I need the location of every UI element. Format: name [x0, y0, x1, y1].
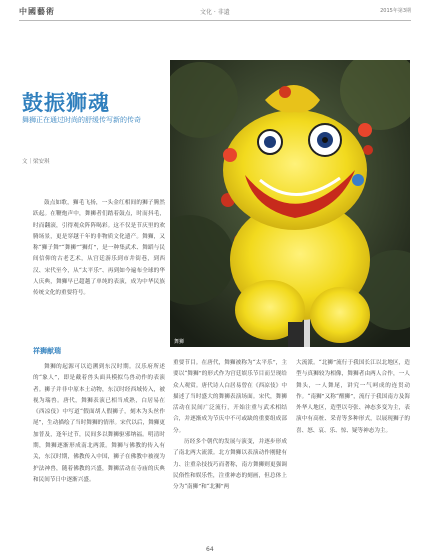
column-2-paragraph-2: 历经多个朝代的发展与演变，并逐步形成了南北两大流派。北方舞狮以表演动作刚健有力、注重杂技技巧而著称，南方舞狮则更强调民俗性和娱乐性，注重神态的刻画，但总体上分为“南狮”和“北狮”两 [173, 439, 287, 491]
article-subtitle: 舞狮正在通过时尚的舒缓传写新的传奇 [22, 116, 141, 124]
article-title: 鼓振狮魂 [22, 90, 110, 115]
section-label: 文化 · 非遺 [200, 9, 230, 16]
article-intro: 鼓点如歌，狮毛飞扬，一头金红相间的狮子腾然跃起。在鞭炮声中，舞狮者们踏着鼓点，时而抖毛，时而翻滚，引得观众阵阵喝彩。这不仅是节庆里的欢腾场景，更是穿越千年的非物质文化遗产。舞狮，又称“狮子舞”“舞狮”“狮灯”，是一种集武术、舞蹈与民间信仰的古老艺术，从宫廷游乐到市井街巷，到西汉、宋代至今，从“太平乐”、再到如今遍布全球的华人庆典，舞狮早已超越了单纯的表演，成为中华民族传统文化的重要符号。 [33, 200, 165, 297]
magazine-logo: 中國藝術 [19, 6, 55, 16]
column-1-body: 舞狮的起源可以追溯到东汉时期。汉乐府所述的“象人”，即是戴着兽头面具模拟鸟兽动作的表演者。狮子并非中原本土动物，东汉时经西域传入，被视为瑞兽。唐代，舞狮表演已相当成熟，白居易在《西凉伎》中写道“假面胡人假狮子，刻木为头丝作尾”，生动描绘了当时舞狮的情形。宋代以后，舞狮更加普及，逢年过节，民间多以舞狮驱邪纳福。明清时期，舞狮逐渐形成南北两派。舞狮与佛教的传入有关，东汉时期，佛教传入中国，狮子在佛教中被视为护法神兽，随着佛教的兴盛，舞狮活动在寺庙的庆典和民间节日中逐渐兴盛。 [33, 364, 165, 483]
column-2-paragraph-1: 重要节目。在唐代，舞狮被称为“太平乐”，主要以“舞狮”的形式作为宫廷娱乐节目而呈现给众人观赏。唐代诗人白居易曾在《西凉伎》中描述了当时盛大的舞狮表演场面。宋代，舞狮活动在民间广泛流行，开始注重与武术相结合，并逐渐成为节庆中不可或缺的重要组成部分。 [173, 360, 287, 434]
photo-credit: 舞狮 [174, 339, 185, 345]
lion-dance-illustration [170, 60, 410, 347]
byline: 文｜梁安琪 [22, 159, 50, 165]
column-2 [173, 358, 287, 494]
column-3-body: 大流派。“北狮”流行于我国长江以北地区，造型与真狮较为相像，舞狮者由两人合作，一人舞头，一人舞尾，讲究一气呵成的连贯动作。“南狮”又称“醒狮”，流行于我国南方及海外华人地区，造型以夸张、神态多变为主，表演中有高桩、采青等多种形式，以展现狮子的喜、怒、哀、乐、惊、疑等神态为主。 [296, 360, 410, 434]
issue-label: 2015年第3期 [380, 8, 411, 14]
lion-dance-photo [170, 60, 410, 347]
header-divider [19, 20, 411, 21]
section-heading: 祥狮献瑞 [33, 346, 61, 355]
page-number: 64 [206, 546, 214, 553]
